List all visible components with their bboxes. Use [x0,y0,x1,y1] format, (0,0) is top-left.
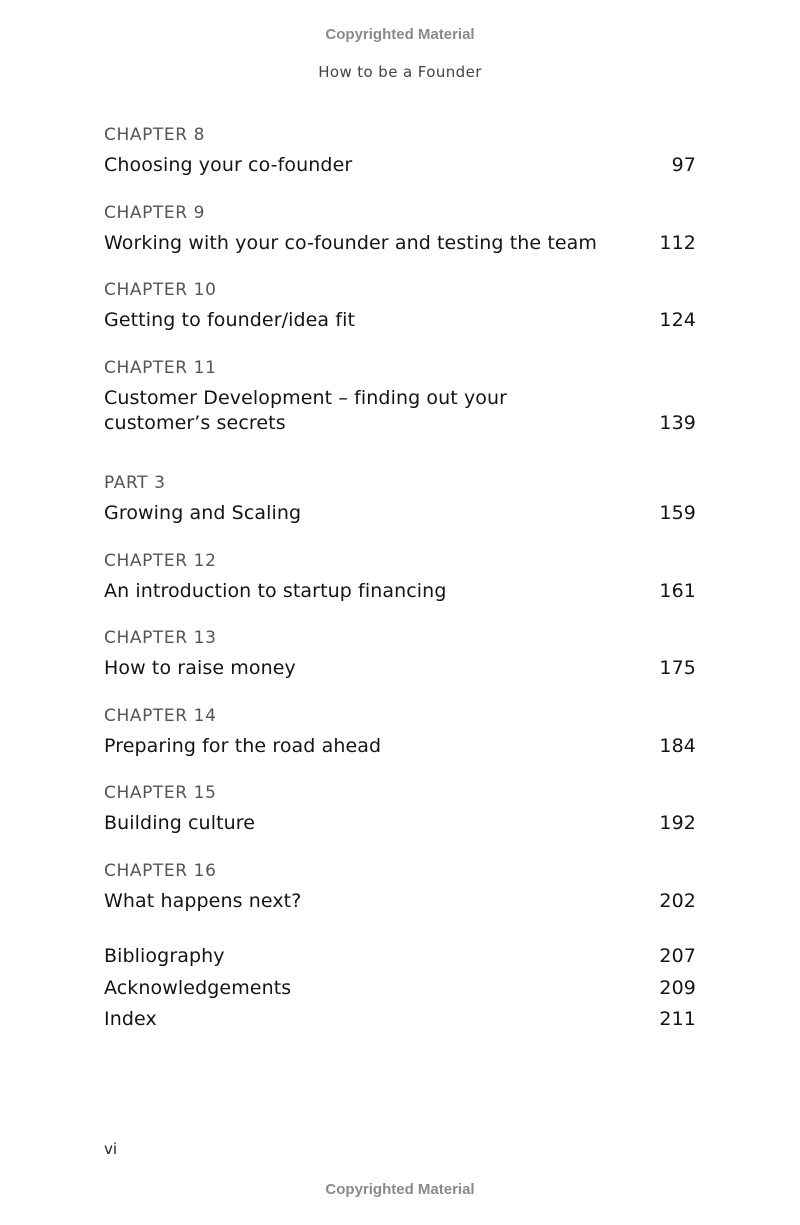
toc-entry-chapter-16[interactable] [104,890,696,912]
toc-label-chapter-11: CHAPTER 11 [104,358,217,378]
toc-entry-page: 184 [659,735,696,757]
toc-entry-page: 124 [659,309,696,331]
toc-entry-page: 139 [659,412,696,434]
toc-entry-title: Preparing for the road ahead [104,735,382,757]
toc-entry-title: Getting to founder/idea fit [104,309,356,331]
toc-label-chapter-13: CHAPTER 13 [104,628,217,648]
toc-entry-chapter-13[interactable] [104,657,696,679]
toc-entry-page: 161 [659,580,696,602]
toc-label-chapter-10: CHAPTER 10 [104,280,217,300]
toc-entry-page: 97 [671,154,696,176]
running-head: How to be a Founder [318,63,482,81]
toc-entry-page: 175 [659,657,696,679]
copyright-watermark-top: Copyrighted Material [325,26,475,43]
toc-entry-bibliography[interactable] [104,945,696,967]
toc-label-part-3: PART 3 [104,473,166,493]
toc-entry-page: 209 [659,977,696,999]
toc-entry-title: Working with your co-founder and testing the team [104,232,598,254]
toc-entry-page: 159 [659,502,696,524]
toc-entry-page: 112 [659,232,696,254]
toc-entry-index[interactable] [104,1008,696,1030]
toc-entry-chapter-15[interactable] [104,812,696,834]
toc-entry-page: 202 [659,890,696,912]
copyright-watermark-bottom: Copyrighted Material [325,1181,475,1198]
toc-entry-chapter-12[interactable] [104,580,696,602]
toc-label-chapter-16: CHAPTER 16 [104,861,217,881]
toc-entry-page: 211 [659,1008,696,1030]
toc-entry-title: How to raise money [104,657,296,679]
toc-entry-title: Growing and Scaling [104,502,302,524]
toc-entry-title-line-1: Customer Development – finding out your [104,387,508,409]
toc-entry-title: Choosing your co-founder [104,154,353,176]
toc-entry-title: An introduction to startup financing [104,580,447,602]
toc-label-chapter-12: CHAPTER 12 [104,551,217,571]
page-number-folio: vi [104,1140,118,1158]
toc-label-chapter-14: CHAPTER 14 [104,706,217,726]
toc-label-chapter-9: CHAPTER 9 [104,203,206,223]
toc-entry-page: 192 [659,812,696,834]
toc-entry-chapter-10[interactable] [104,309,696,331]
toc-entry-chapter-14[interactable] [104,735,696,757]
toc-label-chapter-15: CHAPTER 15 [104,783,217,803]
toc-entry-chapter-11[interactable] [104,387,696,434]
toc-entry-title: Building culture [104,812,256,834]
toc-label-chapter-8: CHAPTER 8 [104,125,206,145]
toc-entry-title: Bibliography [104,945,225,967]
toc-entry-title: What happens next? [104,890,302,912]
toc-entry-title-line-2: customer’s secrets [104,412,286,434]
toc-entry-page: 207 [659,945,696,967]
toc-entry-acknowledgements[interactable] [104,977,696,999]
toc-entry-chapter-9[interactable] [104,232,696,254]
toc-entry-title: Acknowledgements [104,977,292,999]
toc-entry-part-3[interactable] [104,502,696,524]
toc-entry-chapter-8[interactable] [104,154,696,176]
toc-entry-title: Index [104,1008,157,1030]
